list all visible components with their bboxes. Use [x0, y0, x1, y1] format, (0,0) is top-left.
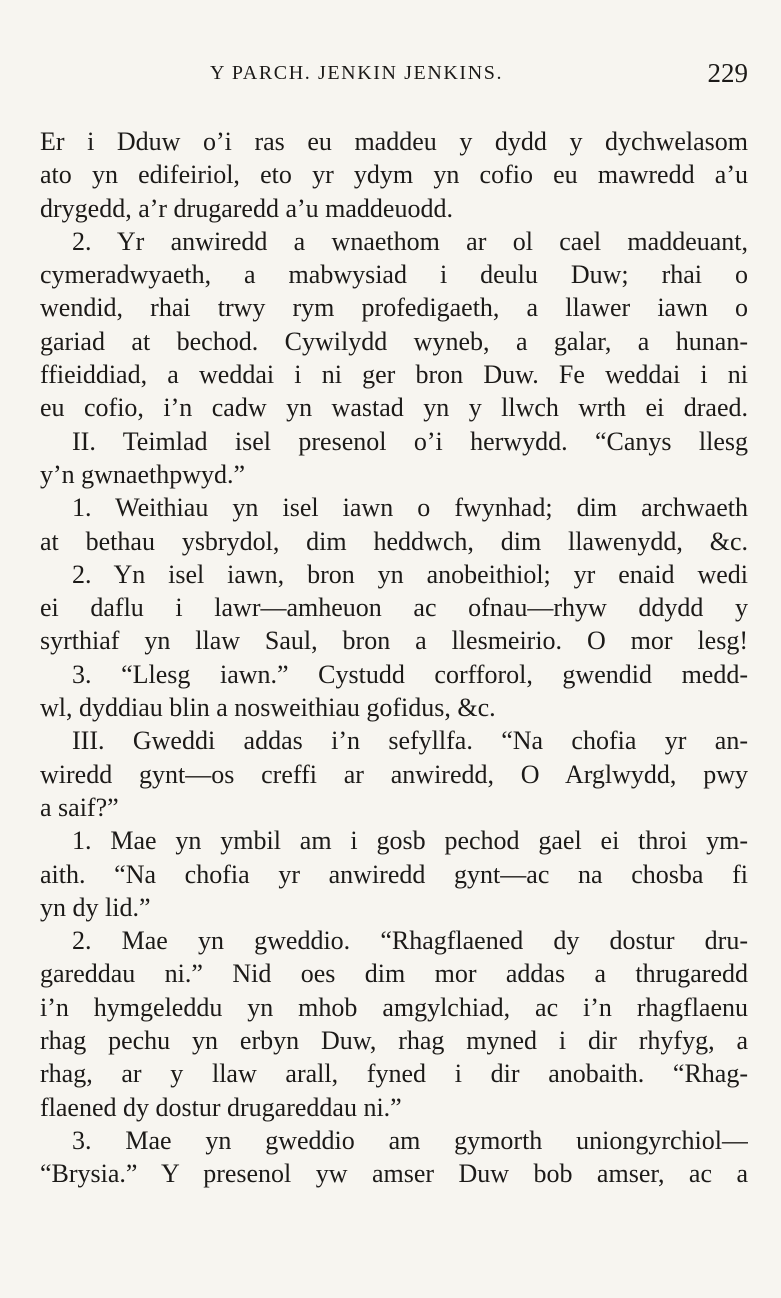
text-line: flaened dy dostur drugareddau ni.”	[40, 1092, 402, 1122]
page-header	[40, 58, 748, 90]
text-line: 3. “Llesg iawn.” Cystudd corfforol, gwendid medd-	[72, 659, 748, 689]
text-line: syrthiaf yn llaw Saul, bron a llesmeirio. O mor lesg!	[40, 626, 748, 656]
text-line: wiredd gynt—os creffi ar anwiredd, O Arglwydd, pwy	[40, 759, 748, 789]
text-line: wendid, rhai trwy rym profedigaeth, a llawer iawn o	[40, 293, 748, 323]
text-line: i’n hymgeleddu yn mhob amgylchiad, ac i’n rhagflaenu	[40, 992, 748, 1022]
text-line: ato yn edifeiriol, eto yr ydym yn cofio eu mawredd a’u	[40, 160, 748, 190]
text-line: gareddau ni.” Nid oes dim mor addas a thrugaredd	[40, 959, 748, 989]
text-line: a saif?”	[40, 792, 119, 822]
text-line: 2. Yr anwiredd a wnaethom ar ol cael maddeuant,	[72, 226, 748, 256]
text-line: at bethau ysbrydol, dim heddwch, dim llawenydd, &c.	[40, 526, 748, 556]
text-line: 2. Mae yn gweddio. “Rhagflaened dy dostur dru-	[72, 926, 748, 956]
text-line: aith. “Na chofia yr anwiredd gynt—ac na chosba fi	[40, 859, 748, 889]
text-line: eu cofio, i’n cadw yn wastad yn y llwch wrth ei draed.	[40, 393, 748, 423]
text-line: gariad at bechod. Cywilydd wyneb, a galar, a hunan-	[40, 326, 748, 356]
text-line: III. Gweddi addas i’n sefyllfa. “Na chofia yr an-	[72, 726, 748, 756]
text-line: y’n gwnaethpwyd.”	[40, 459, 246, 489]
text-line: ffieiddiad, a weddai i ni ger bron Duw. Fe weddai i ni	[40, 360, 748, 390]
text-line: rhag pechu yn erbyn Duw, rhag myned i dir rhyfyg, a	[40, 1026, 748, 1056]
text-line: “Brysia.” Y presenol yw amser Duw bob amser, ac a	[40, 1159, 748, 1189]
text-line: II. Teimlad isel presenol o’i herwydd. “Canys llesg	[72, 426, 748, 456]
text-line: wl, dyddiau blin a nosweithiau gofidus, &c.	[40, 693, 496, 723]
page-number: 229	[707, 58, 748, 88]
body-text	[40, 125, 748, 1191]
text-line: Er i Dduw o’i ras eu maddeu y dydd y dychwelasom	[40, 127, 748, 156]
text-line: 1. Mae yn ymbil am i gosb pechod gael ei throi ym-	[72, 826, 748, 856]
text-line: cymeradwyaeth, a mabwysiad i deulu Duw; rhai o	[40, 260, 748, 290]
text-line: drygedd, a’r drugaredd a’u maddeuodd.	[40, 193, 453, 223]
text-line: ei daflu i lawr—amheuon ac ofnau—rhyw ddydd y	[40, 593, 748, 623]
text-line: 2. Yn isel iawn, bron yn anobeithiol; yr enaid wedi	[72, 559, 748, 589]
text-line: 1. Weithiau yn isel iawn o fwynhad; dim archwaeth	[72, 493, 748, 523]
running-head: Y PARCH. JENKIN JENKINS.	[210, 62, 504, 84]
text-line: rhag, ar y llaw arall, fyned i dir anobaith. “Rhag-	[40, 1059, 748, 1089]
text-line: 3. Mae yn gweddio am gymorth uniongyrchiol—	[72, 1125, 748, 1155]
text-line: yn dy lid.”	[40, 892, 151, 922]
